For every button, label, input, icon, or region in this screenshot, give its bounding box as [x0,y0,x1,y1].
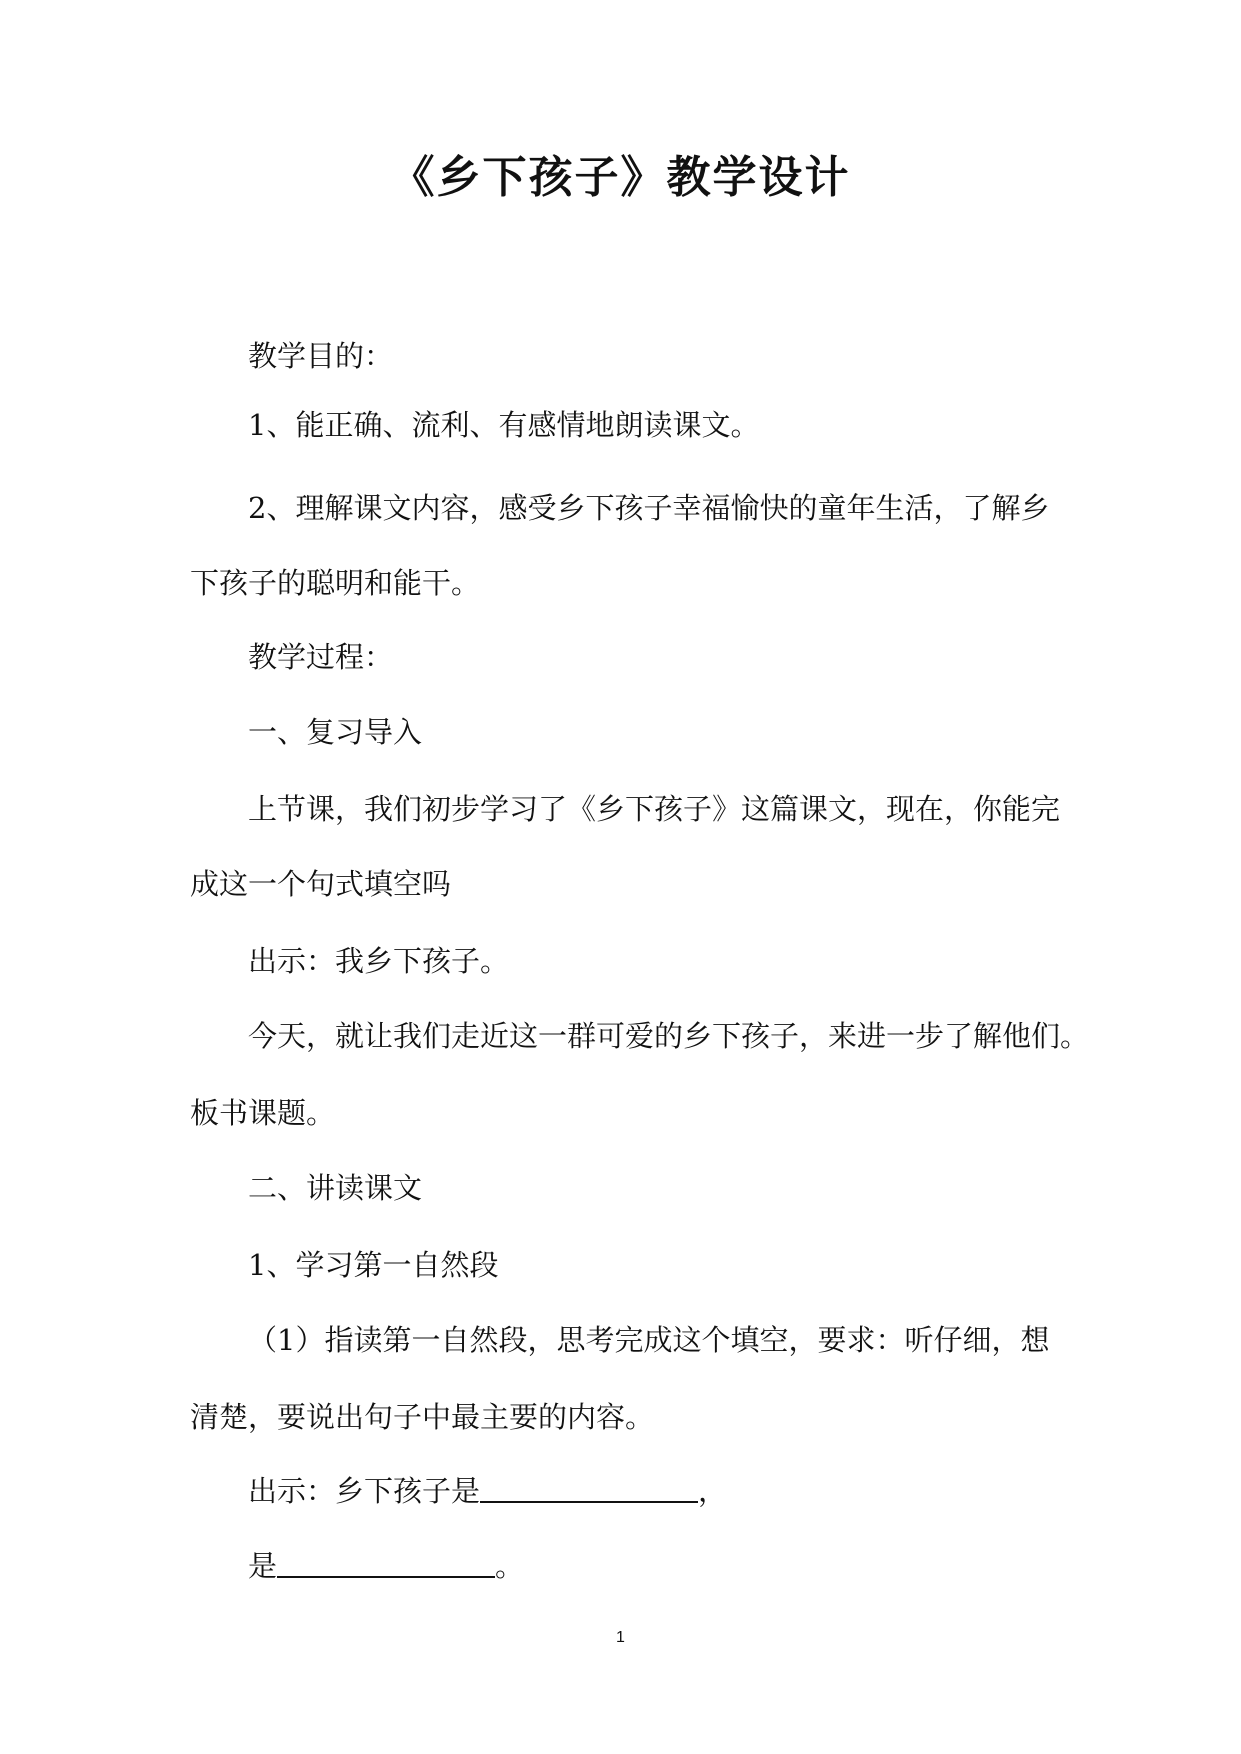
fill-in-prefix: 出示：乡下孩子是 [248,1474,481,1508]
fill-in-suffix: ， [698,1474,728,1508]
paragraph-line: 出示：我乡下孩子。 [248,944,510,978]
fill-in-prefix: 是 [248,1549,278,1583]
paragraph-line: 2、理解课文内容，感受乡下孩子幸福愉快的童年生活，了解乡 [248,491,1050,525]
document-title: 《乡下孩子》教学设计 [390,152,851,203]
paragraph-line: 一、复习导入 [248,715,423,749]
fill-in-line [248,1471,727,1511]
paragraph-line: 1、能正确、流利、有感情地朗读课文。 [248,408,760,442]
paragraph-line: 成这一个句式填空吗 [190,867,452,901]
fill-in-blank [480,1471,698,1503]
page-number: 1 [616,1629,625,1646]
fill-in-blank [277,1546,495,1578]
fill-in-line [248,1546,524,1586]
paragraph-line: 清楚，要说出句子中最主要的内容。 [190,1400,655,1434]
paragraph-line: 二、讲读课文 [248,1171,423,1205]
paragraph-line: 板书课题。 [190,1096,336,1130]
fill-in-suffix: 。 [495,1549,525,1583]
paragraph-line: 下孩子的聪明和能干。 [190,566,481,600]
paragraph-line: 今天，就让我们走近这一群可爱的乡下孩子，来进一步了解他们。 [248,1019,1090,1053]
paragraph-line: （1）指读第一自然段，思考完成这个填空，要求：听仔细，想 [248,1323,1050,1357]
paragraph-line: 1、学习第一自然段 [248,1248,499,1282]
paragraph-line: 上节课，我们初步学习了《乡下孩子》这篇课文，现在，你能完 [248,792,1061,826]
paragraph-line: 教学目的： [248,339,394,373]
paragraph-line: 教学过程： [248,640,394,674]
